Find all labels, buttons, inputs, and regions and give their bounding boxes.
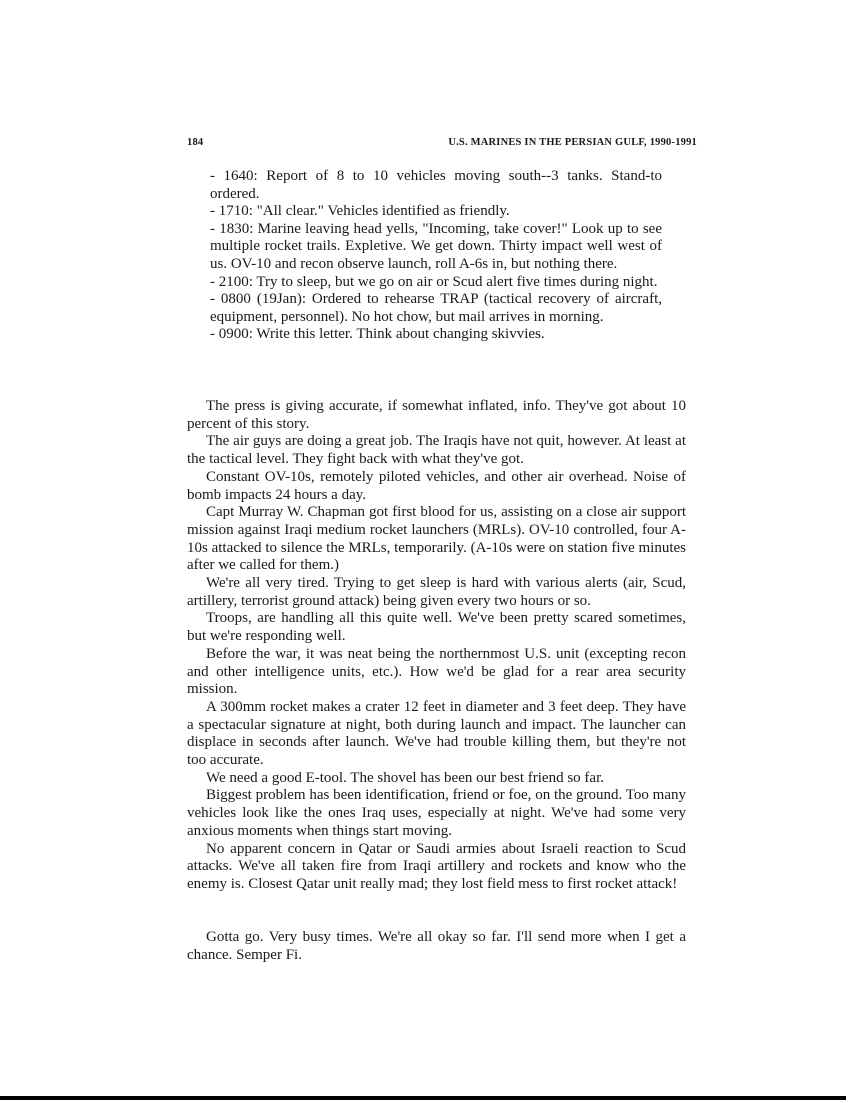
paragraph: Troops, are handling all this quite well. We've been pretty scared sometimes, but we're responding well. <box>187 610 686 645</box>
log-entry: - 0800 (19Jan): Ordered to rehearse TRAP (tactical recovery of aircraft, equipment, personnel). No hot chow, but mail arrives in morning. <box>210 291 662 325</box>
log-entry: - 1710: "All clear." Vehicles identified as friendly. <box>210 203 510 220</box>
bottom-rule <box>0 1096 846 1100</box>
paragraph: Biggest problem has been identification, friend or foe, on the ground. Too many vehicles look like the ones Iraq uses, especially at night. We've had some very anxious moments when things start moving. <box>187 787 686 839</box>
body-text <box>187 398 686 894</box>
closing-section <box>187 929 686 964</box>
log-entry: - 1640: Report of 8 to 10 vehicles moving south--3 tanks. Stand-to ordered. <box>210 168 662 202</box>
paragraph: Before the war, it was neat being the northernmost U.S. unit (excepting recon and other intelligence units, etc.). How we'd be glad for a rear area security mission. <box>187 645 686 698</box>
page-number: 184 <box>187 137 204 148</box>
paragraph: Capt Murray W. Chapman got first blood for us, assisting on a close air support mission against Iraqi medium rocket launchers (MRLs). OV-10 controlled, four A-10s attacked to silence the MRLs, temporarily. (A-10s were on station five minutes after we called for them.) <box>187 504 686 574</box>
log-entries <box>210 168 662 344</box>
paragraph: Constant OV-10s, remotely piloted vehicles, and other air overhead. Noise of bomb impacts 24 hours a day. <box>187 468 686 503</box>
paragraph: We need a good E-tool. The shovel has been our best friend so far. <box>206 769 604 786</box>
paragraph: The air guys are doing a great job. The Iraqis have not quit, however. At least at the tactical level. They fight back with what they've got. <box>187 433 686 468</box>
paragraph: No apparent concern in Qatar or Saudi armies about Israeli reaction to Scud attacks. We've all taken fire from Iraqi artillery and rockets and know who the enemy is. Closest Qatar unit really mad; they lost field mess to first rocket attack! <box>187 840 686 892</box>
log-entry: - 2100: Try to sleep, but we go on air or Scud alert five times during night. <box>210 273 658 290</box>
log-entry: - 1830: Marine leaving head yells, "Incoming, take cover!" Look up to see multiple rocket trails. Expletive. We get down. Thirty impact well west of us. OV-10 and recon observe launch, roll A-6s in, but nothing there. <box>210 220 662 272</box>
closing-paragraph: Gotta go. Very busy times. We're all okay so far. I'll send more when I get a chance. Semper Fi. <box>187 929 686 963</box>
paragraph: The press is giving accurate, if somewhat inflated, info. They've got about 10 percent of this story. <box>187 398 686 432</box>
page-header <box>187 137 697 148</box>
paragraph: We're all very tired. Trying to get sleep is hard with various alerts (air, Scud, artillery, terrorist ground attack) being given every two hours or so. <box>187 575 686 609</box>
running-title: U.S. MARINES IN THE PERSIAN GULF, 1990-1991 <box>448 137 697 148</box>
log-entry: - 0900: Write this letter. Think about changing skivvies. <box>210 326 545 343</box>
paragraph: A 300mm rocket makes a crater 12 feet in diameter and 3 feet deep. They have a spectacular signature at night, both during launch and impact. The launcher can displace in seconds after launch. We've had trouble killing them, but they're not too accurate. <box>187 698 686 769</box>
